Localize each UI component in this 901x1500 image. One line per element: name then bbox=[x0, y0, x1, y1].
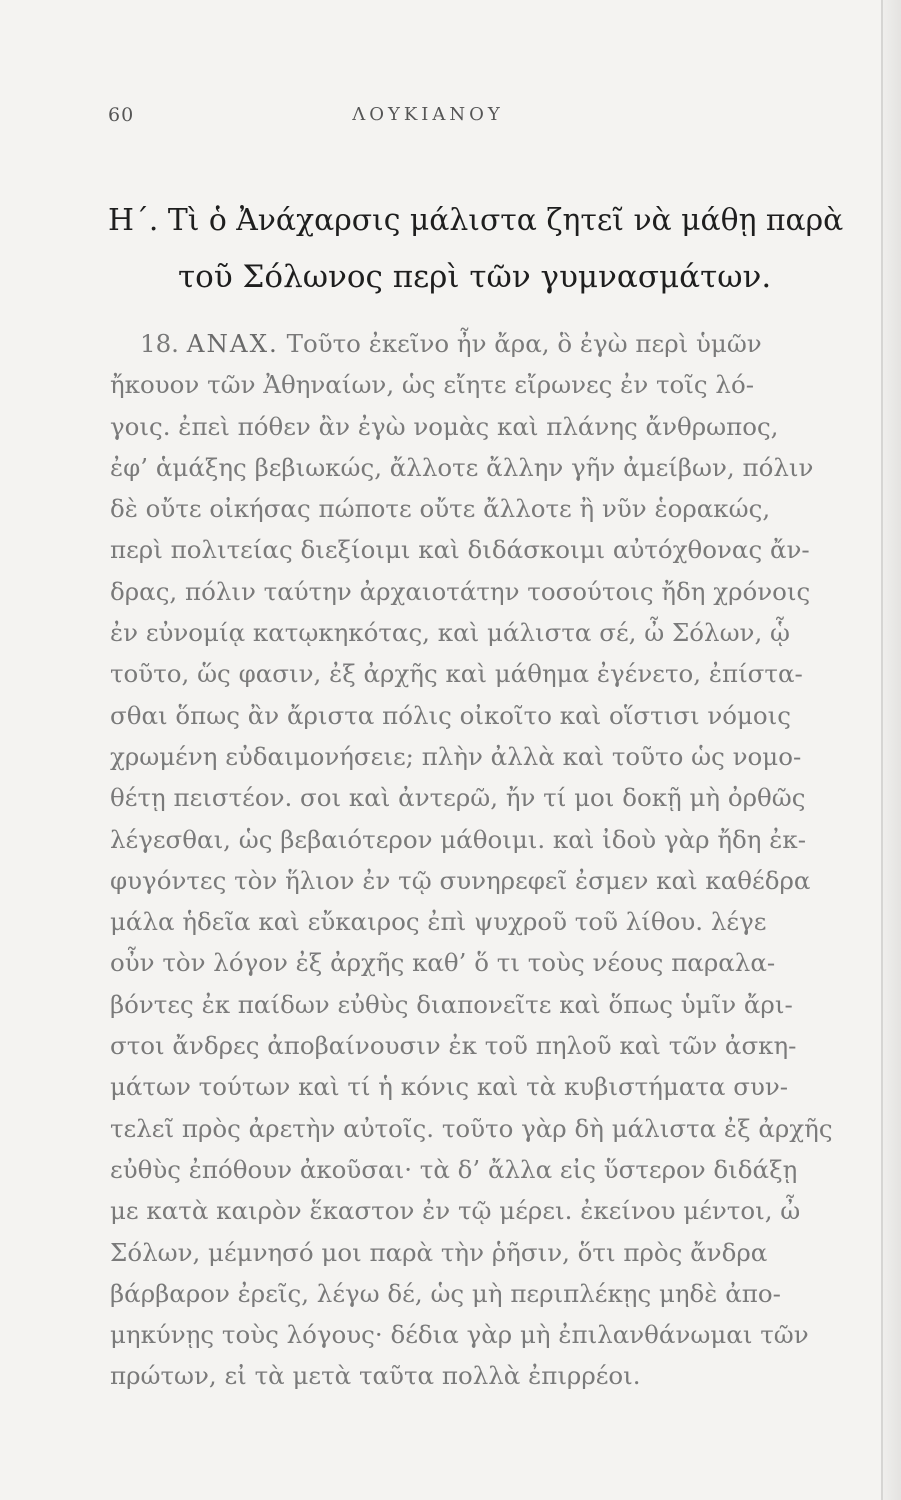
paragraph-line: ἤκουον τῶν Ἀθηναίων, ὡς εἴητε εἴρωνες ἐν τοῖς λό- bbox=[110, 370, 754, 400]
paragraph-line: δὲ οὔτε οἰκήσας πώποτε οὔτε ἄλλοτε ἢ νῦν ἑορακώς, bbox=[110, 494, 771, 524]
paragraph-line: περὶ πολιτείας διεξίοιμι καὶ διδάσκοιμι αὐτόχθονας ἄν- bbox=[110, 535, 810, 565]
running-title: ΛΟΥΚΙΑΝΟΥ bbox=[352, 104, 504, 125]
paragraph-line: ἐν εὐνομίᾳ κατῳκηκότας, καὶ μάλιστα σέ, ὦ Σόλων, ᾧ bbox=[110, 618, 791, 648]
paragraph-line: χρωμένη εὐδαιμονήσειε; πλὴν ἀλλὰ καὶ τοῦτο ὡς νομο- bbox=[110, 741, 802, 771]
paragraph-line: εὐθὺς ἐπόθουν ἀκοῦσαι· τὰ δ’ ἄλλα εἰς ὕστερον διδάξῃ bbox=[110, 1154, 798, 1184]
running-head bbox=[108, 104, 748, 134]
paragraph-first-line bbox=[110, 323, 850, 364]
paragraph-line: θέτῃ πειστέον. σοι καὶ ἀντερῶ, ἤν τί μοι δοκῇ μὴ ὀρθῶς bbox=[110, 783, 806, 813]
paragraph-line: βάρβαρον ἐρεῖς, λέγω δέ, ὡς μὴ περιπλέκῃς μηδὲ ἀπο- bbox=[110, 1278, 781, 1308]
paragraph-line: φυγόντες τὸν ἥλιον ἐν τῷ συνηρεφεῖ ἐσμεν καὶ καθέδρα bbox=[110, 865, 811, 895]
paragraph-line: με κατὰ καιρὸν ἕκαστον ἐν τῷ μέρει. ἐκείνου μέντοι, ὦ bbox=[110, 1196, 801, 1226]
body-paragraph bbox=[110, 323, 850, 1397]
speaker-label: ΑΝΑΧ. bbox=[186, 329, 279, 358]
paragraph-line: ἐφ’ ἁμάξης βεβιωκώς, ἄλλοτε ἄλλην γῆν ἀμείβων, πόλιν bbox=[110, 452, 814, 482]
paragraph-line: γοις. ἐπεὶ πόθεν ἂν ἐγὼ νομὰς καὶ πλάνης ἄνθρωπος, bbox=[110, 411, 779, 441]
paragraph-line: στοι ἄνδρες ἀποβαίνουσιν ἐκ τοῦ πηλοῦ καὶ τῶν ἀσκη- bbox=[110, 1031, 797, 1061]
paragraph-line: οὖν τὸν λόγον ἐξ ἀρχῆς καθ’ ὅ τι τοὺς νέους παραλα- bbox=[110, 948, 776, 978]
section-heading-line: τοῦ Σόλωνος περὶ τῶν γυμνασμάτων. bbox=[178, 259, 772, 295]
paragraph-line: τοῦτο, ὥς φασιν, ἐξ ἀρχῆς καὶ μάθημα ἐγένετο, ἐπίστα- bbox=[110, 659, 803, 689]
paragraph-line: λέγεσθαι, ὡς βεβαιότερον μάθοιμι. καὶ ἰδοὺ γὰρ ἤδη ἐκ- bbox=[110, 824, 806, 854]
paragraph-line: μηκύνῃς τοὺς λόγους· δέδια γὰρ μὴ ἐπιλανθάνωμαι τῶν bbox=[110, 1320, 809, 1350]
paragraph-line: σθαι ὅπως ἂν ἄριστα πόλις οἰκοῖτο καὶ οἵστισι νόμοις bbox=[110, 700, 792, 730]
paragraph-line: Σόλων, μέμνησό μοι παρὰ τὴν ῥῆσιν, ὅτι πρὸς ἄνδρα bbox=[110, 1237, 768, 1267]
page-gutter-edge bbox=[881, 0, 901, 1500]
page-number: 60 bbox=[108, 104, 135, 126]
paragraph-number: 18. bbox=[140, 329, 179, 358]
paragraph-line: βόντες ἐκ παίδων εὐθὺς διαπονεῖτε καὶ ὅπως ὑμῖν ἄρι- bbox=[110, 989, 793, 1019]
paragraph-line: μάλα ἡδεῖα καὶ εὔκαιρος ἐπὶ ψυχροῦ τοῦ λίθου. λέγε bbox=[110, 907, 767, 937]
paragraph-line: μάτων τούτων καὶ τί ἡ κόνις καὶ τὰ κυβιστήματα συν- bbox=[110, 1072, 789, 1102]
paragraph-line: τελεῖ πρὸς ἀρετὴν αὐτοῖς. τοῦτο γὰρ δὴ μάλιστα ἐξ ἀρχῆς bbox=[110, 1113, 833, 1143]
section-heading bbox=[108, 193, 848, 305]
paragraph-line: πρώτων, εἰ τὰ μετὰ ταῦτα πολλὰ ἐπιρρέοι. bbox=[110, 1361, 641, 1391]
paragraph-line: δρας, πόλιν ταύτην ἀρχαιοτάτην τοσούτοις ἤδη χρόνοις bbox=[110, 576, 811, 606]
paragraph-line: Τοῦτο ἐκεῖνο ἦν ἄρα, ὃ ἐγὼ περὶ ὑμῶν bbox=[286, 329, 762, 358]
section-heading-line: Η΄. Τὶ ὁ Ἀνάχαρσις μάλιστα ζητεῖ νὰ μάθῃ παρὰ bbox=[108, 203, 844, 238]
